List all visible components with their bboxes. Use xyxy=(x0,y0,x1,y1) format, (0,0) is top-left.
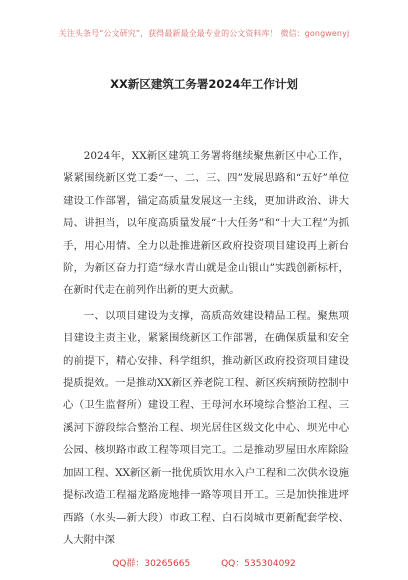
footer-qq-group: QQ群：30265665 xyxy=(112,559,191,569)
paragraph-intro: 2024年，XX新区建筑工务署将继续聚焦新区中心工作，紧紧围绕新区党工委“一、二、三、四”发展思路和“五好”单位建设工作部署，锚定高质量发展这一主线，更加讲政治、讲大局、讲担当，以年度高质量发展“十大任务”和“十大工程”为抓手，用心用情、全力以赴推进新区政府投资项目建设再上新台阶，为新区奋力打造“绿水青山就是金山银山”实践创新标杆，在新时代走在前列作出新的更大贡献。 xyxy=(63,150,349,297)
paragraph-section-1: 一、以项目建设为支撑，高质高效建设精品工程。聚焦项目建设主责主业，紧紧围绕新区工作部署，在确保质量和安全的前提下，精心安排、科学组织，推动新区政府投资项目建设提质提效。一是推动XX新区养老院工程、新区疾病预防控制中心（卫生监督所）建设工程、王母河水环境综合整治工程、三溪河下游段综合整治工程、坝光居住区级文化中心、坝光中心公园、核坝路市政工程等项目完工。二是推动罗屋田水库除险加固工程、XX新区新一批优质饮用水入户工程和二次供水设施提标改造工程福龙路庞地排一路等项目开工。三是加快推进坪西路（水头—新大段）市政工程、白石岗城市更新配套学校、人大附中深 xyxy=(63,309,349,546)
document-title: XX新区建筑工务署2024年工作计划 xyxy=(110,77,298,91)
footer-qq-contact: QQ：535304092 xyxy=(221,559,296,569)
page-footer xyxy=(0,556,408,569)
document-body xyxy=(63,145,349,551)
promo-banner: 关注头条号“公文研究”，获得最新最全最专业的公文资料库！ 微信：gongwenyj xyxy=(58,29,350,38)
